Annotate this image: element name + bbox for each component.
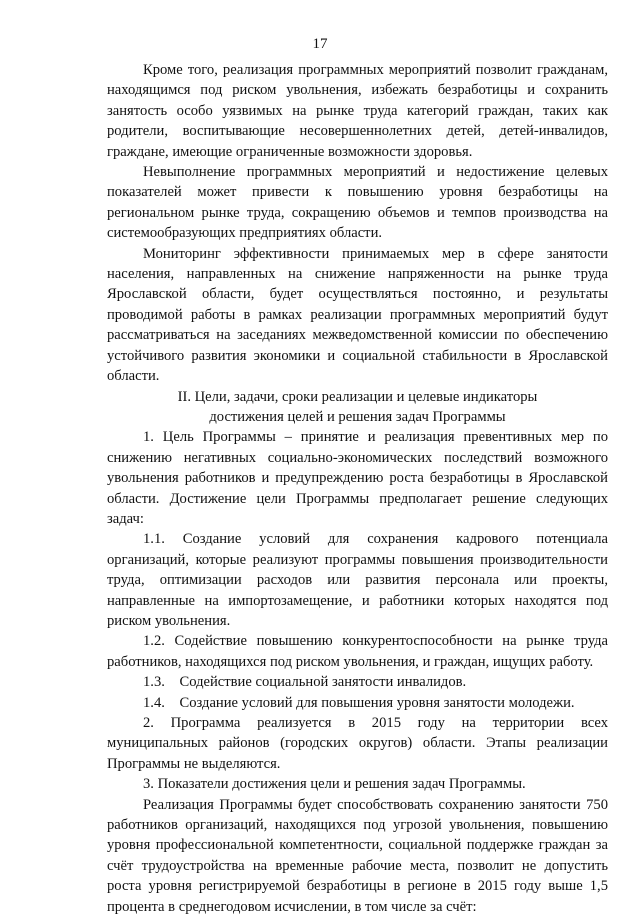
page-number: 17: [312, 36, 328, 52]
paragraph: 1.3. Содействие социальной занятости инвалидов.: [143, 674, 467, 691]
paragraph: 3. Показатели достижения цели и решения задач Программы.: [143, 776, 526, 793]
paragraph: 2. Программа реализуется в 2015 году на территории всех муниципальных районов (городских округов) области. Этапы реализации Программы не выделяются.: [107, 715, 608, 772]
paragraph: Мониторинг эффективности принимаемых мер в сфере занятости населения, направленных на снижение напряженности на рынке труда Ярославской области, будет осуществляться постоянно, и результаты проводимой работы в рамках реализации программных мероприятий будут рассматриваться на заседаниях межведомственной комиссии по обеспечению устойчивого развития экономики и социальной стабильности в Ярославской области.: [107, 245, 608, 385]
section-heading-line: II. Цели, задачи, сроки реализации и целевые индикаторы: [177, 388, 538, 405]
document-body: [107, 60, 608, 917]
section-heading-line: достижения целей и решения задач Программы: [209, 408, 506, 425]
paragraph: Реализация Программы будет способствовать сохранению занятости 750 работников организаций, находящихся под угрозой увольнения, повышению уровня профессиональной компетентности, социальной поддержке граждан за счёт трудоустройства на временные рабочие места, позволит не допустить роста уровня регистрируемой безработицы в регионе в 2015 году выше 1,5 процента в среднегодовом исчислении, в том числе за счёт:: [107, 796, 608, 915]
paragraph: 1.1. Создание условий для сохранения кадрового потенциала организаций, которые реализуют программы повышения производительности труда, оптимизации расходов или развития персонала или проекты, направленные на импортозамещение, и работники которых находятся под риском увольнения.: [107, 531, 608, 629]
paragraph: 1.2. Содействие повышению конкурентоспособности на рынке труда работников, находящихся под риском увольнения, и граждан, ищущих работу.: [107, 633, 608, 670]
paragraph: Кроме того, реализация программных мероприятий позволит гражданам, находящимся под риском увольнения, избежать безработицы и сохранить занятость особо уязвимых на рынке труда категорий граждан, таких как родители, воспитывающие несовершеннолетних детей, детей-инвалидов, граждане, имеющие ограниченные возможности здоровья.: [107, 62, 608, 160]
paragraph: 1. Цель Программы – принятие и реализация превентивных мер по снижению негативных социально-экономических последствий возможного увольнения работников и предупреждению роста безработицы в Ярославской области. Достижение цели Программы предполагает решение следующих задач:: [107, 429, 608, 527]
section-heading: [107, 387, 608, 428]
paragraph: 1.4. Создание условий для повышения уровня занятости молодежи.: [143, 694, 575, 711]
paragraph: Невыполнение программных мероприятий и недостижение целевых показателей может привести к повышению уровня безработицы на региональном рынке труда, сокращению объемов и темпов производства на системообразующих предприятиях области.: [107, 164, 608, 242]
